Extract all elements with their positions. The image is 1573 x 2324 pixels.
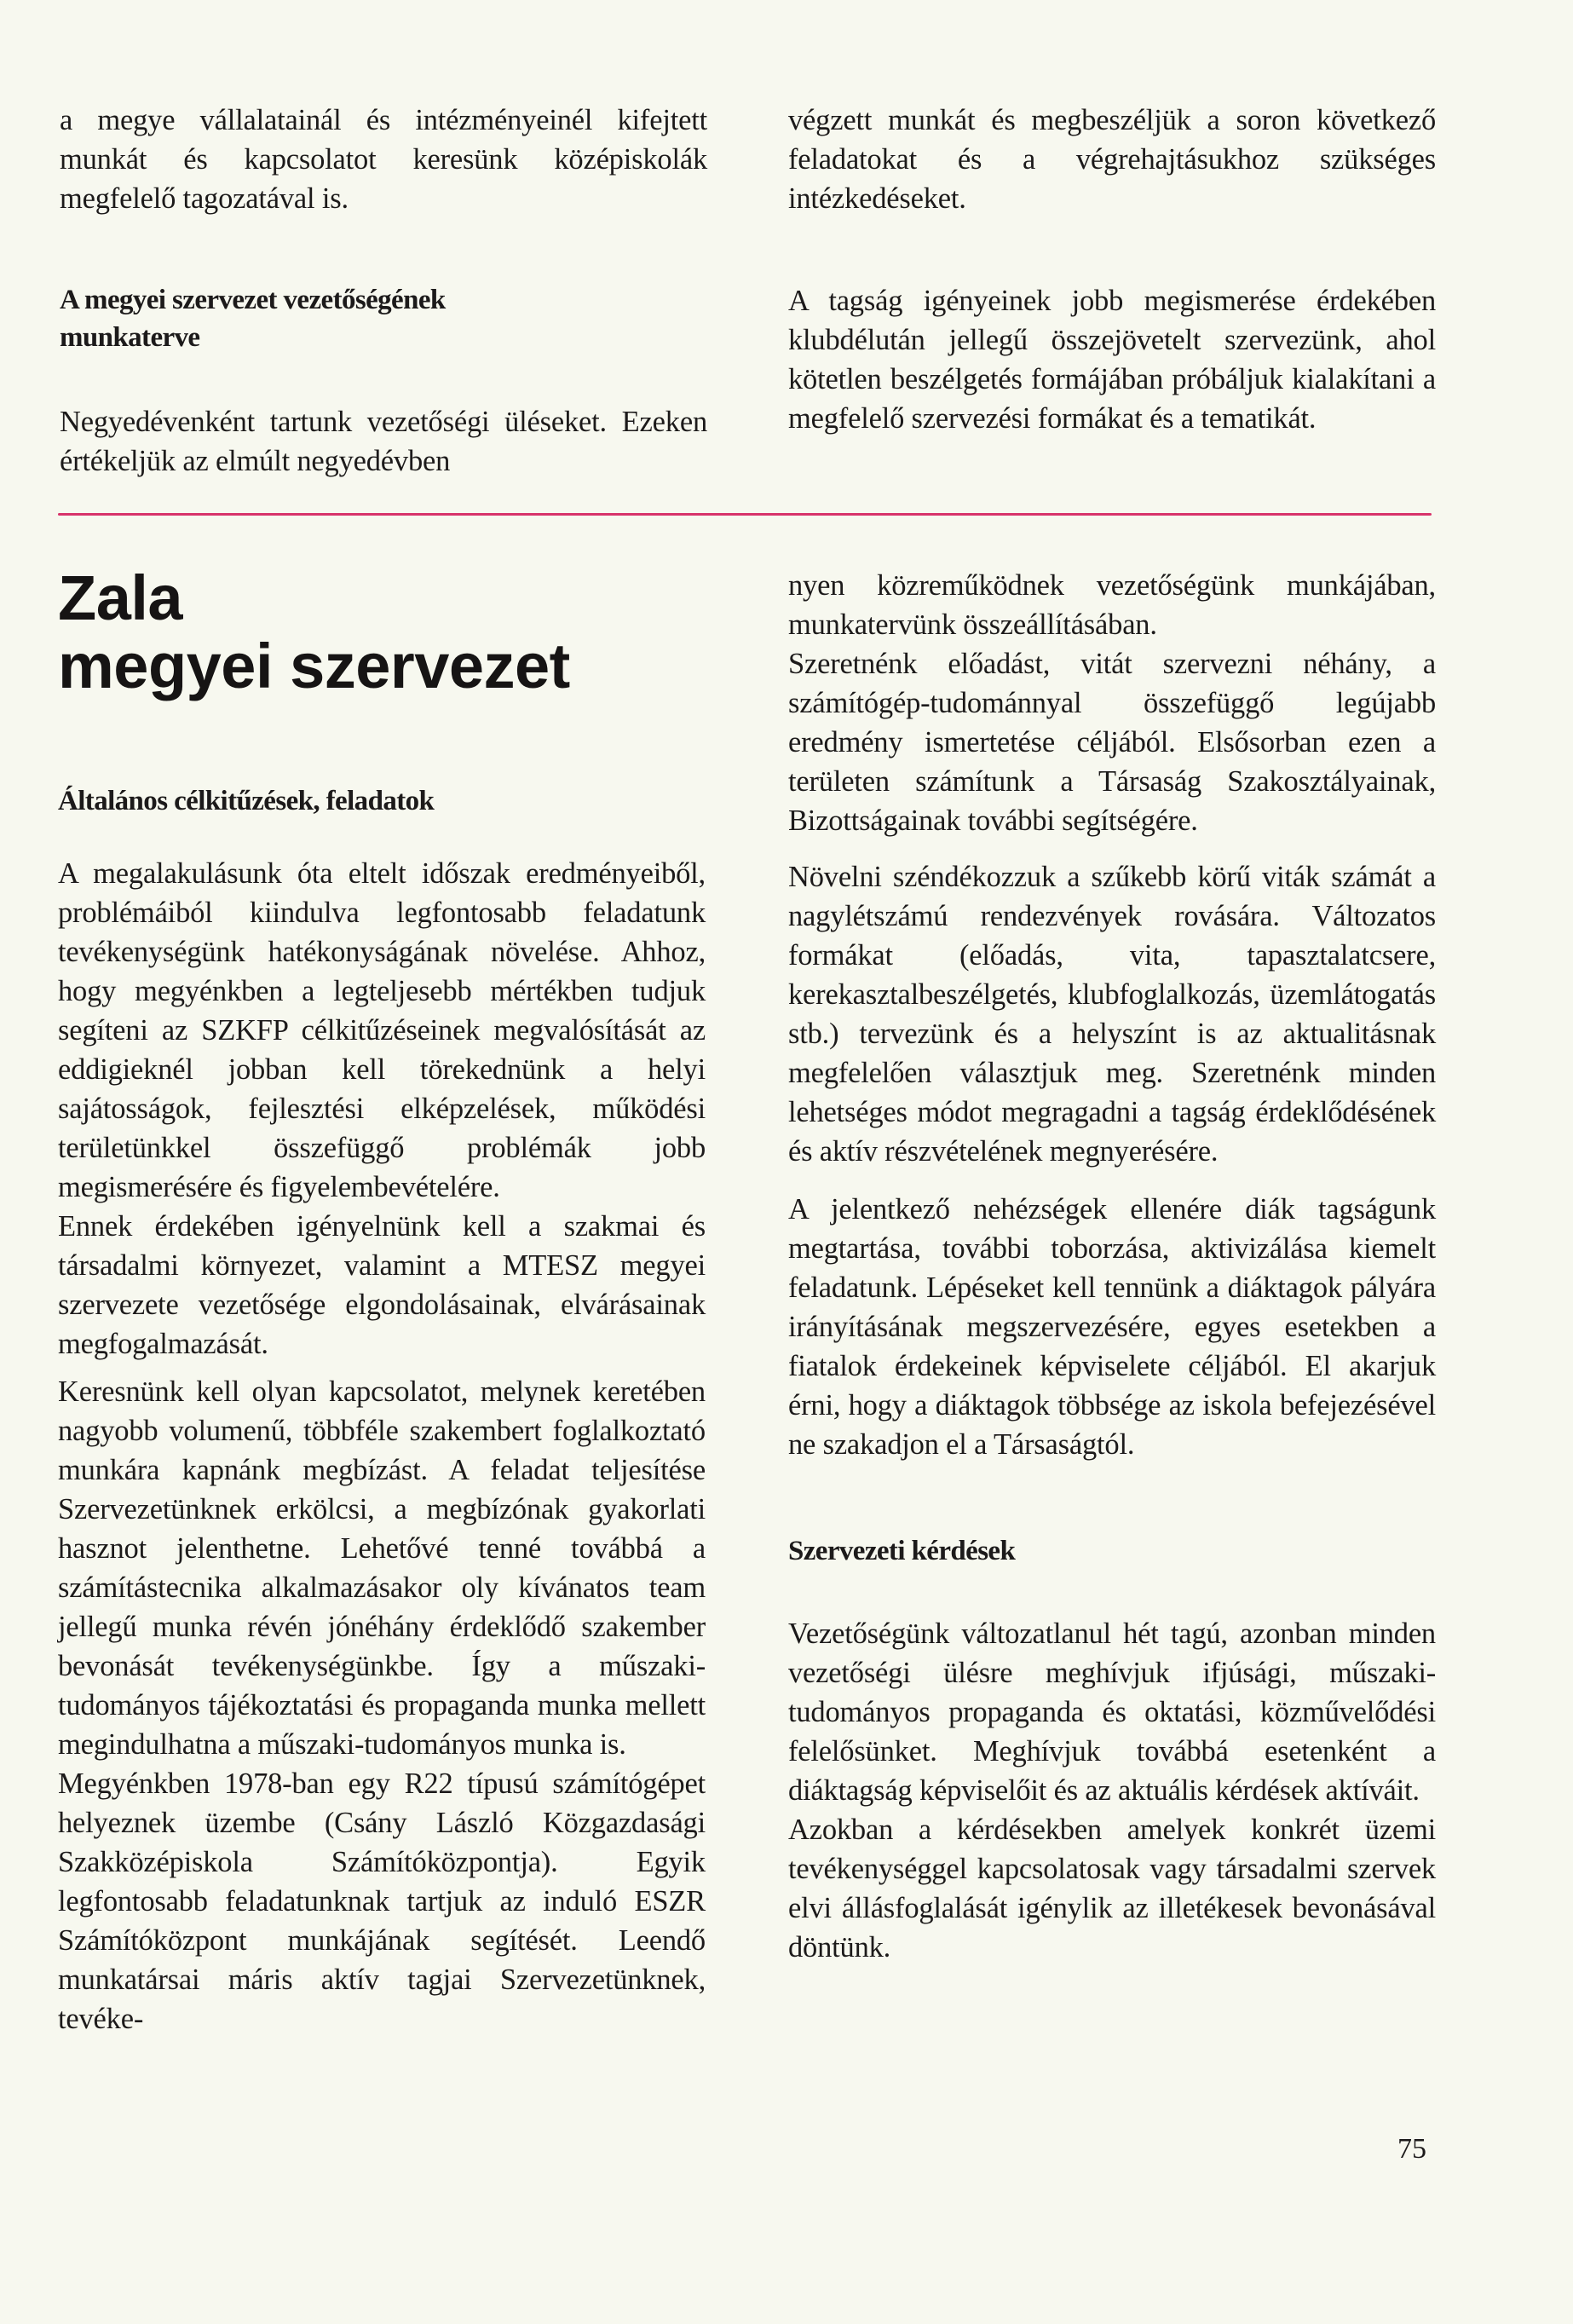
article-left-column — [58, 564, 706, 2039]
paragraph: Növelni széndékozzuk a szűkebb körű viták számát a nagylétszámú rendezvények rovására. Változatos formákat (előadás, vita, tapasztalatcsere, kerekasztalbeszélgetés, klubfoglalkozás, üzemlátogatás stb.) tervezünk és a helyszínt is az aktualitásnak megfelelően választjuk meg. Szeretnénk minden lehetséges módot megragadni a tagság érdeklődésének és aktív részvételének megnyerésére. — [788, 861, 1436, 1168]
section-heading: A megyei szervezet vezetőségének munkaterve — [60, 285, 446, 353]
article-right-column — [788, 566, 1436, 1967]
page-number: 75 — [1397, 2133, 1426, 2165]
section-divider — [58, 513, 1432, 516]
paragraph: Szeretnénk előadást, vitát szervezni néhány, a számítógép-tudománnyal összefüggő legújabb eredmény ismertetése céljából. Elsősorban ezen a területen számítunk a Társaság Szakosztályainak, Bizottságainak további segítségére. — [788, 648, 1436, 837]
paragraph: Negyedévenként tartunk vezetőségi üléseket. Ezeken értékeljük az elmúlt negyedévben — [60, 406, 707, 477]
paragraph: végzett munkát és megbeszéljük a soron következő feladatokat és a végrehajtásukhoz szükséges intézkedéseket. — [788, 104, 1436, 215]
paragraph: Vezetőségünk változatlanul hét tagú, azonban minden vezetőségi ülésre meghívjuk ifjúsági, műszaki-tudományos propaganda és oktatási, közművelődési felelősünket. Meghívjuk továbbá esetenként a diáktagság képviselőit és az aktuális kérdések aktíváit. — [788, 1618, 1436, 1807]
paragraph: Ennek érdekében igényelnünk kell a szakmai és társadalmi környezet, valamint a MTESZ megyei szervezete vezetősége elgondolásainak, elvárásainak megfogalmazását. — [58, 1210, 706, 1360]
paragraph: A tagság igényeinek jobb megismerése érdekében klubdélután jellegű összejövetelt szervezünk, ahol kötetlen beszélgetés formájában próbáljuk kialakítani a megfelelő szervezési formákat és a tematikát. — [788, 285, 1436, 435]
top-left-column — [60, 101, 707, 481]
paragraph: a megye vállalatainál és intézményeinél kifejtett munkát és kapcsolatot keresünk középiskolák megfelelő tagozatával is. — [60, 104, 707, 215]
section-heading: Általános célkitűzések, feladatok — [58, 786, 435, 816]
paragraph: nyen közreműködnek vezetőségünk munkájában, munkatervünk összeállításában. — [788, 569, 1436, 641]
article-title — [58, 564, 706, 701]
paragraph: Megyénkben 1978-ban egy R22 típusú számítógépet helyeznek üzembe (Csány László Közgazdasági Szakközépiskola Számítóközpontja). Egyik legfontosabb feladatunknak tartjuk az induló ESZR Számítóközpont munkájának segítését. Leendő munkatársai máris aktív tagjai Szervezetünknek, tevéke- — [58, 1768, 706, 2035]
paragraph: A megalakulásunk óta eltelt időszak eredményeiből, problémáiból kiindulva legfontosabb feladatunk tevékenységünk hatékonyságának növelése. Ahhoz, hogy megyénkben a legteljesebb mértékben tudjuk segíteni az SZKFP célkitűzéseinek megvalósítását az eddigieknél jobban kell törekednünk a helyi sajátosságok, fejlesztési elképzelések, működési területünkkel összefüggő problémák jobb megismerésére és figyelembevételére. — [58, 857, 706, 1203]
section-heading: Szervezeti kérdések — [788, 1536, 1016, 1566]
top-right-column — [788, 101, 1436, 438]
paragraph: A jelentkező nehézségek ellenére diák tagságunk megtartása, további toborzása, aktivizálása kiemelt feladatunk. Lépéseket kell tennünk a diáktagok pályára irányításának megszervezésére, egyes esetekben a fiatalok érdekeinek képviselete céljából. El akarjuk érni, hogy a diáktagok többsége az iskola befejezésével ne szakadjon el a Társaságtól. — [788, 1193, 1436, 1461]
article-title-line-2: megyei szervezet — [58, 631, 570, 701]
paragraph: Keresnünk kell olyan kapcsolatot, melynek keretében nagyobb volumenű, többféle szakembert foglalkoztató munkára kapnánk megbízást. A feladat teljesítése Szervezetünknek erkölcsi, a megbízónak gyakorlati hasznot jelenthetne. Lehetővé tenné továbbá a számítástecnika alkalmazásakor oly kívánatos team jellegű munka révén jónéhány érdeklődő szakember bevonását tevékenységünkbe. Így a műszaki-tudományos tájékoztatási és propaganda munka mellett megindulhatna a műszaki-tudományos munka is. — [58, 1375, 706, 1761]
paragraph: Azokban a kérdésekben amelyek konkrét üzemi tevékenységgel kapcsolatosak vagy társadalmi szervek elvi állásfoglalását igénylik az illetékesek bevonásával döntünk. — [788, 1814, 1436, 1964]
article-title-line-1: Zala — [58, 562, 183, 633]
